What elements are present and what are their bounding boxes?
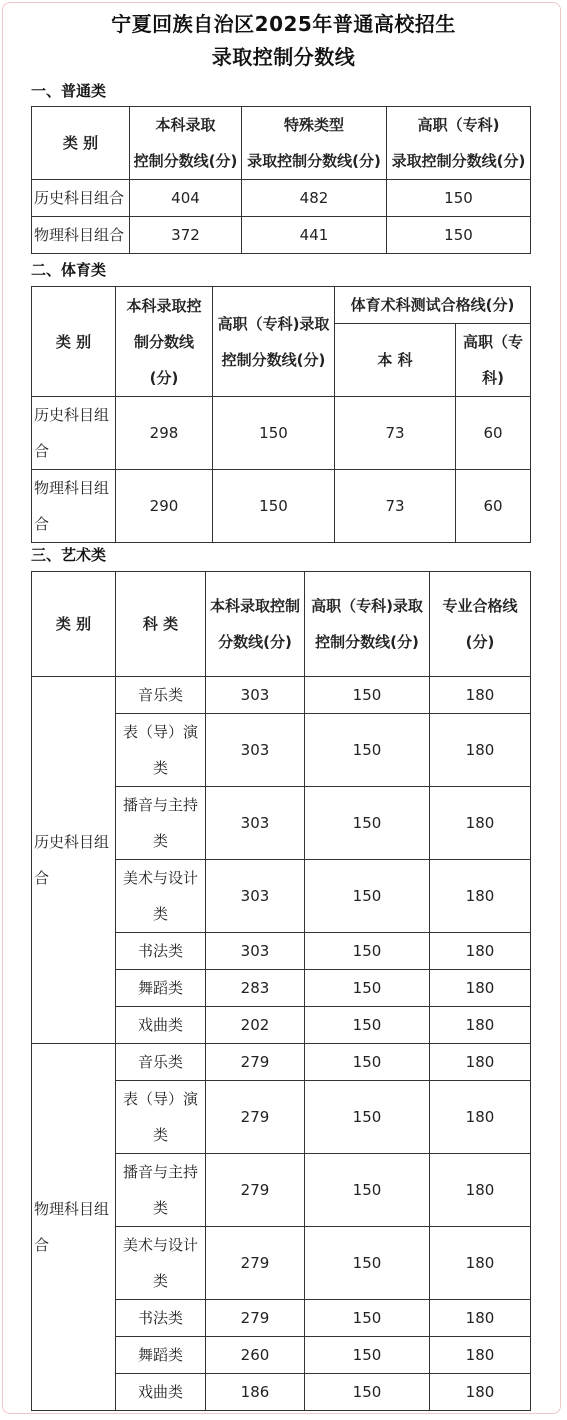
table-row — [32, 677, 531, 714]
cell-gaozhi: 150 — [305, 970, 430, 1007]
cell-gaozhi: 150 — [305, 1227, 430, 1300]
cell-pass: 180 — [430, 860, 531, 933]
header-gaozhi-line2: 录取控制分数线(分) — [391, 152, 526, 170]
header-gaozhi: 高职（专科)录取控制分数线(分) — [213, 287, 335, 397]
cell-subject: 表（导）演类 — [116, 714, 206, 787]
cell-gaozhi: 150 — [305, 1154, 430, 1227]
cell-special: 482 — [242, 180, 387, 217]
cell-pass: 180 — [430, 1227, 531, 1300]
cell-pass: 180 — [430, 970, 531, 1007]
cell-pass: 180 — [430, 677, 531, 714]
cell-pass: 180 — [430, 1007, 531, 1044]
cell-benke: 279 — [206, 1300, 305, 1337]
art-table-body — [32, 677, 531, 1411]
cell-benke: 279 — [206, 1081, 305, 1154]
cell-gaozhi: 150 — [305, 1081, 430, 1154]
art-table — [31, 571, 531, 1411]
header-test: 体育术科测试合格线(分) — [335, 287, 531, 324]
cell-subject: 书法类 — [116, 933, 206, 970]
cell-benke: 279 — [206, 1154, 305, 1227]
cell-benke: 186 — [206, 1374, 305, 1411]
cell-benke: 283 — [206, 970, 305, 1007]
cell-pass: 180 — [430, 1337, 531, 1374]
cell-gaozhi: 150 — [305, 677, 430, 714]
cell-subject: 播音与主持类 — [116, 787, 206, 860]
header-test-gaozhi: 高职（专科) — [456, 324, 531, 397]
cell-gaozhi: 150 — [305, 1007, 430, 1044]
cell-subject: 音乐类 — [116, 677, 206, 714]
cell-benke: 303 — [206, 860, 305, 933]
cell-subject: 戏曲类 — [116, 1007, 206, 1044]
cell-test-benke: 73 — [335, 397, 456, 470]
header-pass: 专业合格线(分) — [430, 572, 531, 677]
cell-pass: 180 — [430, 933, 531, 970]
header-test-benke: 本 科 — [335, 324, 456, 397]
cell-pass: 180 — [430, 1044, 531, 1081]
cell-gaozhi: 150 — [387, 180, 531, 217]
cell-category: 历史科目组合 — [32, 677, 116, 1044]
cell-benke: 303 — [206, 933, 305, 970]
cell-benke: 303 — [206, 714, 305, 787]
cell-benke: 372 — [130, 217, 242, 254]
cell-subject: 书法类 — [116, 1300, 206, 1337]
table-header-row — [32, 107, 531, 180]
header-category: 类 别 — [32, 107, 130, 180]
cell-gaozhi: 150 — [305, 787, 430, 860]
cell-test-gaozhi: 60 — [456, 397, 531, 470]
table-row — [32, 397, 531, 470]
cell-gaozhi: 150 — [305, 860, 430, 933]
page-title-line1: 宁夏回族自治区2025年普通高校招生 — [111, 12, 456, 36]
cell-test-benke: 73 — [335, 470, 456, 543]
cell-subject: 美术与设计类 — [116, 1227, 206, 1300]
general-table — [31, 106, 531, 254]
cell-category: 物理科目组合 — [32, 217, 130, 254]
cell-benke: 298 — [116, 397, 213, 470]
table-row — [32, 217, 531, 254]
cell-benke: 202 — [206, 1007, 305, 1044]
cell-subject: 表（导）演类 — [116, 1081, 206, 1154]
cell-gaozhi: 150 — [305, 1300, 430, 1337]
cell-gaozhi: 150 — [305, 1374, 430, 1411]
header-special-line1: 特殊类型 — [283, 116, 344, 134]
cell-test-gaozhi: 60 — [456, 470, 531, 543]
header-benke — [130, 107, 242, 180]
table-header-row — [32, 572, 531, 677]
header-special-line2: 录取控制分数线(分) — [247, 152, 381, 170]
table-row — [32, 180, 531, 217]
cell-gaozhi: 150 — [387, 217, 531, 254]
sports-table — [31, 286, 531, 543]
header-gaozhi — [387, 107, 531, 180]
header-category: 类 别 — [32, 572, 116, 677]
header-gaozhi: 高职（专科)录取控制分数线(分) — [305, 572, 430, 677]
table-row — [32, 470, 531, 543]
cell-category: 物理科目组合 — [32, 1044, 116, 1411]
cell-subject: 播音与主持类 — [116, 1154, 206, 1227]
table-header-row — [32, 287, 531, 324]
header-benke-line2: 控制分数线(分) — [133, 152, 238, 170]
cell-benke: 303 — [206, 787, 305, 860]
cell-pass: 180 — [430, 714, 531, 787]
cell-subject: 舞蹈类 — [116, 1337, 206, 1374]
header-category: 类 别 — [32, 287, 116, 397]
cell-subject: 舞蹈类 — [116, 970, 206, 1007]
cell-gaozhi: 150 — [305, 1337, 430, 1374]
page-title-line2: 录取控制分数线 — [211, 45, 356, 69]
header-benke: 本科录取控制分数线(分) — [116, 287, 213, 397]
header-subject: 科 类 — [116, 572, 206, 677]
cell-pass: 180 — [430, 1081, 531, 1154]
cell-pass: 180 — [430, 1154, 531, 1227]
table-row — [32, 1044, 531, 1081]
cell-subject: 音乐类 — [116, 1044, 206, 1081]
section-heading-art: 三、艺术类 — [31, 546, 107, 564]
cell-gaozhi: 150 — [305, 714, 430, 787]
cell-benke: 279 — [206, 1227, 305, 1300]
cell-pass: 180 — [430, 1374, 531, 1411]
cell-category: 历史科目组合 — [32, 180, 130, 217]
section-heading-sports: 二、体育类 — [31, 261, 107, 279]
cell-benke: 303 — [206, 677, 305, 714]
cell-benke: 260 — [206, 1337, 305, 1374]
cell-benke: 290 — [116, 470, 213, 543]
cell-category: 历史科目组合 — [32, 397, 116, 470]
cell-pass: 180 — [430, 1300, 531, 1337]
header-gaozhi-line1: 高职（专科) — [417, 116, 500, 134]
header-special — [242, 107, 387, 180]
cell-subject: 美术与设计类 — [116, 860, 206, 933]
header-benke-line1: 本科录取 — [155, 116, 216, 134]
cell-benke: 279 — [206, 1044, 305, 1081]
cell-gaozhi: 150 — [305, 1044, 430, 1081]
cell-gaozhi: 150 — [213, 470, 335, 543]
cell-category: 物理科目组合 — [32, 470, 116, 543]
header-benke: 本科录取控制分数线(分) — [206, 572, 305, 677]
cell-gaozhi: 150 — [305, 933, 430, 970]
cell-gaozhi: 150 — [213, 397, 335, 470]
cell-pass: 180 — [430, 787, 531, 860]
cell-benke: 404 — [130, 180, 242, 217]
cell-special: 441 — [242, 217, 387, 254]
cell-subject: 戏曲类 — [116, 1374, 206, 1411]
section-heading-general: 一、普通类 — [31, 82, 107, 100]
